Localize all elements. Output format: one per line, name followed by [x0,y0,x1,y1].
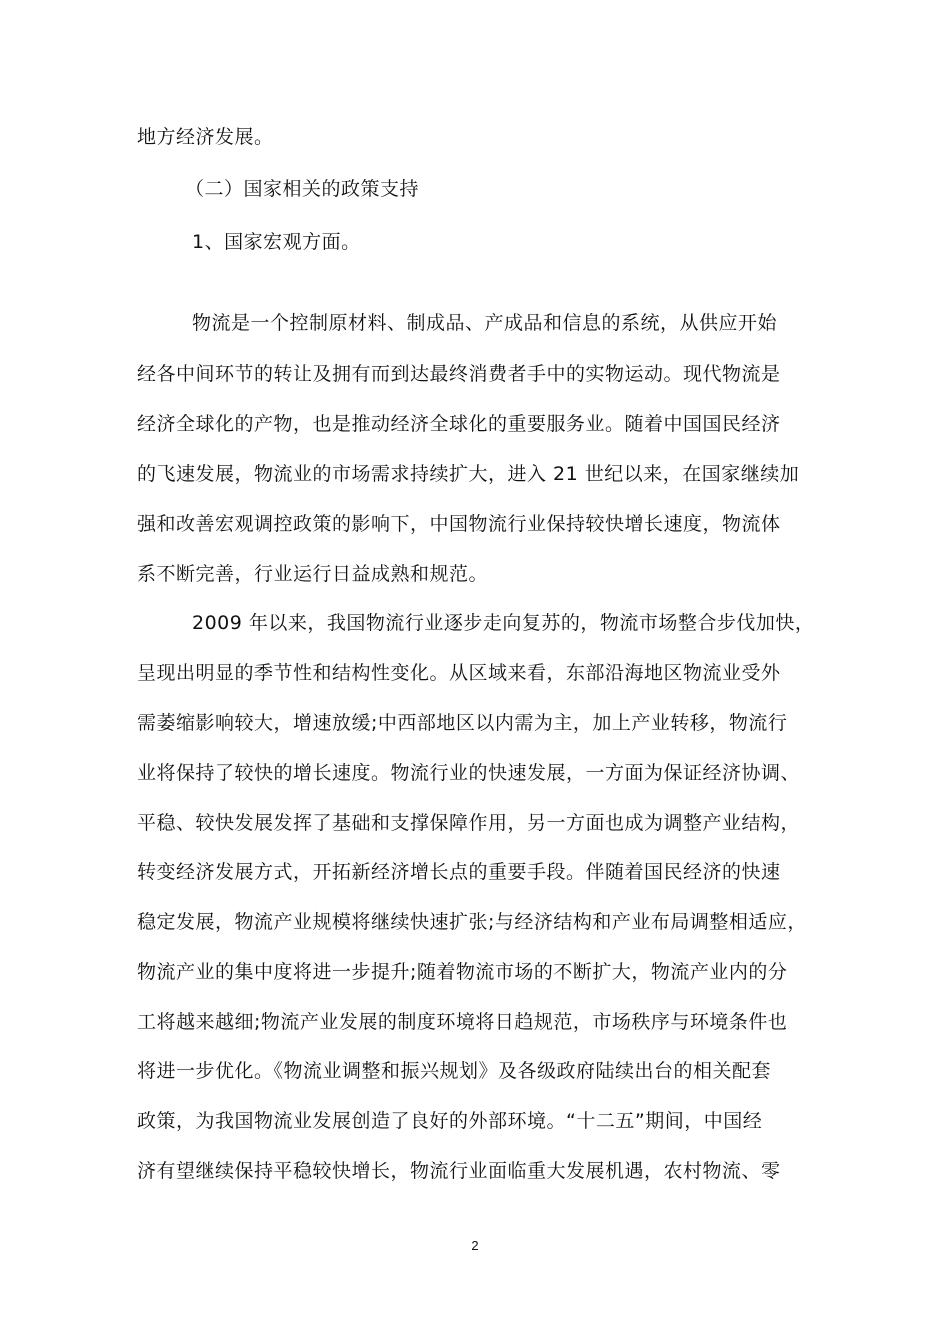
paragraph-line: 呈现出明显的季节性和结构性变化。从区域来看，东部沿海地区物流业受外 [137,662,781,684]
carry-over-line: 地方经济发展。 [137,126,274,148]
paragraph-line: 经济全球化的产物，也是推动经济全球化的重要服务业。随着中国国民经济 [137,413,781,435]
paragraph-line: 需萎缩影响较大，增速放缓;中西部地区以内需为主，加上产业转移，物流行 [137,712,788,734]
paragraph-line: 政策，为我国物流业发展创造了良好的外部环境。“十二五”期间，中国经 [137,1110,763,1132]
paragraph-line: 平稳、较快发展发挥了基础和支撑保障作用，另一方面也成为调整产业结构， [137,812,801,834]
paragraph-line: 转变经济发展方式，开拓新经济增长点的重要手段。伴随着国民经济的快速 [137,861,781,883]
paragraph-line: 业将保持了较快的增长速度。物流行业的快速发展，一方面为保证经济协调、 [137,762,801,784]
paragraph-line: 济有望继续保持平稳较快增长，物流行业面临重大发展机遇，农村物流、零 [137,1160,781,1182]
subsection-heading: 1、国家宏观方面。 [192,231,361,253]
paragraph-line: 强和改善宏观调控政策的影响下，中国物流行业保持较快增长速度，物流体 [137,513,781,535]
paragraph-line: 2009 年以来，我国物流行业逐步走向复苏的，物流市场整合步伐加快， [192,612,815,634]
paragraph-line: 物流产业的集中度将进一步提升;随着物流市场的不断扩大，物流产业内的分 [137,961,788,983]
paragraph-line: 的飞速发展，物流业的市场需求持续扩大，进入 21 世纪以来，在国家继续加 [137,463,800,485]
paragraph-line: 经各中间环节的转让及拥有而到达最终消费者手中的实物运动。现代物流是 [137,363,781,385]
paragraph-line: 稳定发展，物流产业规模将继续快速扩张;与经济结构和产业布局调整相适应， [137,911,807,933]
page-number: 2 [471,1238,479,1253]
paragraph-line: 系不断完善，行业运行日益成熟和规范。 [137,563,489,585]
section-heading: （二）国家相关的政策支持 [185,178,420,200]
paragraph-line: 工将越来越细;物流产业发展的制度环境将日趋规范，市场秩序与环境条件也 [137,1011,788,1033]
paragraph-line: 将进一步优化。《物流业调整和振兴规划》及各级政府陆续出台的相关配套 [137,1060,772,1082]
paragraph-line: 物流是一个控制原材料、制成品、产成品和信息的系统，从供应开始 [192,312,778,334]
